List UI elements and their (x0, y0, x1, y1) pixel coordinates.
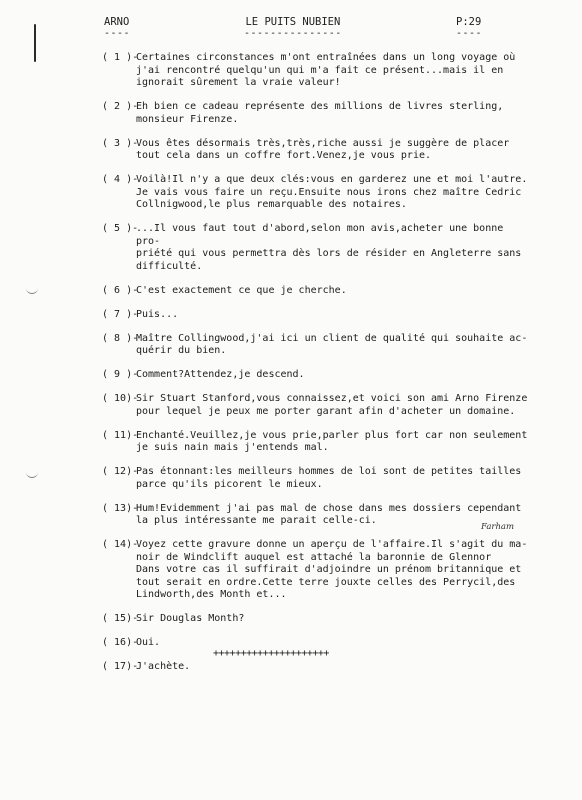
header-title (244, 16, 342, 39)
line-number: ( 12)- (102, 466, 139, 477)
dialogue-line (102, 138, 532, 163)
line-text: Pas étonnant:les meilleurs hommes de loi sont de petites tailles parce qu'ils picorent le mieux. (136, 466, 522, 490)
line-number: ( 15)- (102, 613, 139, 624)
line-text: Comment?Attendez,je descend. (136, 369, 305, 380)
line-text: Maître Collingwood,j'ai ici un client de qualité qui souhaite ac- quérir du bien. (136, 332, 528, 356)
dialogue-line (102, 285, 532, 298)
line-text: ...Il vous faut tout d'abord,selon mon avis,acheter une bonne pro- priété qui vous permettra dès lors de résider en Angleterre sans difficulté. (136, 223, 522, 272)
line-text: Eh bien ce cadeau représente des millions de livres sterling, monsieur Firenze. (136, 101, 504, 125)
line-number: ( 6 )- (102, 284, 139, 296)
dialogue-list (102, 52, 532, 685)
dialogue-line (102, 466, 532, 491)
line-text: Voyez cette gravure donne un aperçu de l'affaire.Il s'agit du ma- noir de Windclift auquel est attaché la baronnie de Glennor Dans votre cas il suffirait d'adjoindre un prénom britannique et tout serait en ordre.Cette terre jouxte celles des Perrycil,des Lindworth,des Month et... (136, 539, 528, 600)
header-title-underline: --------------- (244, 28, 342, 39)
line-text: Sir Douglas Month? (136, 613, 245, 624)
line-text: Vous êtes désormais très,très,riche aussi je suggère de placer tout cela dans un coffre fort.Venez,je vous prie. (136, 137, 510, 161)
header-page-number-underline: ---- (456, 28, 483, 39)
header-character-underline: ---- (104, 28, 131, 39)
line-number: ( 10)- (102, 393, 139, 404)
dialogue-line (102, 52, 532, 90)
header-page-number (456, 16, 482, 39)
margin-mark (34, 24, 36, 62)
line-text: Certaines circonstances m'ont entraînées dans un long voyage où j'ai rencontré quelqu'un qui m'a fait ce présent...mais il en ignorait sûrement la vraie valeur! (136, 52, 516, 88)
line-number: ( 3 )- (102, 137, 139, 149)
line-text: Sir Stuart Stanford,vous connaissez,et voici son ami Arno Firenze pour lequel je peux me porter garant afin d'acheter un domaine. (136, 393, 528, 417)
line-number: ( 2 )- (102, 101, 139, 112)
dialogue-line (102, 430, 532, 455)
dialogue-line (102, 309, 532, 322)
header-character-name: ARNO (104, 16, 130, 28)
line-text: J'achète. (136, 661, 191, 672)
line-number: ( 9 )- (102, 369, 139, 380)
line-number: ( 8 )- (102, 332, 139, 344)
punch-hole-mark (26, 470, 38, 478)
line-number: ( 1 )- (102, 52, 139, 63)
dialogue-line (102, 223, 532, 273)
line-number: ( 7 )- (102, 308, 139, 320)
punch-hole-mark (26, 286, 38, 294)
line-text: Voilà!Il n'y a que deux clés:vous en garderez une et moi l'autre. Je vais vous faire un reçu.Ensuite nous irons chez maître Cedric Collnigwood,le plus remarquable des notaires. (136, 174, 528, 210)
line-number: ( 5 )- (102, 223, 139, 234)
dialogue-line (102, 661, 532, 674)
dialogue-line (102, 539, 532, 602)
line-number: ( 14)- (102, 539, 139, 550)
line-number: ( 17)- (102, 661, 139, 672)
dialogue-line (102, 174, 532, 212)
line-number: ( 13)- (102, 502, 139, 514)
dialogue-line (102, 613, 532, 626)
line-text: Oui. (136, 637, 161, 648)
dialogue-line (102, 333, 532, 358)
line-text: C'est exactement ce que je cherche. (136, 284, 347, 296)
header-page-number-text: P:29 (456, 16, 482, 28)
line-number: ( 16)- (102, 637, 139, 648)
line-text: Puis... (136, 308, 179, 320)
header-character (104, 16, 130, 39)
header-title-text: LE PUITS NUBIEN (245, 16, 341, 28)
line-number: ( 11)- (102, 429, 139, 441)
dialogue-line (102, 369, 532, 382)
line-text: Hum!Evidemment j'ai pas mal de chose dans mes dossiers cependant la plus intéressante me parait celle-ci. (136, 502, 522, 526)
end-separator: +++++++++++++++++++++ (213, 648, 329, 659)
handwritten-correction: Farham (481, 522, 515, 532)
dialogue-line (102, 101, 532, 126)
line-number: ( 4 )- (102, 174, 139, 185)
line-text: Enchanté.Veuillez,je vous prie,parler plus fort car non seulement je suis nain mais j'entends mal. (136, 429, 528, 453)
dialogue-line (102, 393, 532, 418)
dialogue-line (102, 503, 532, 528)
